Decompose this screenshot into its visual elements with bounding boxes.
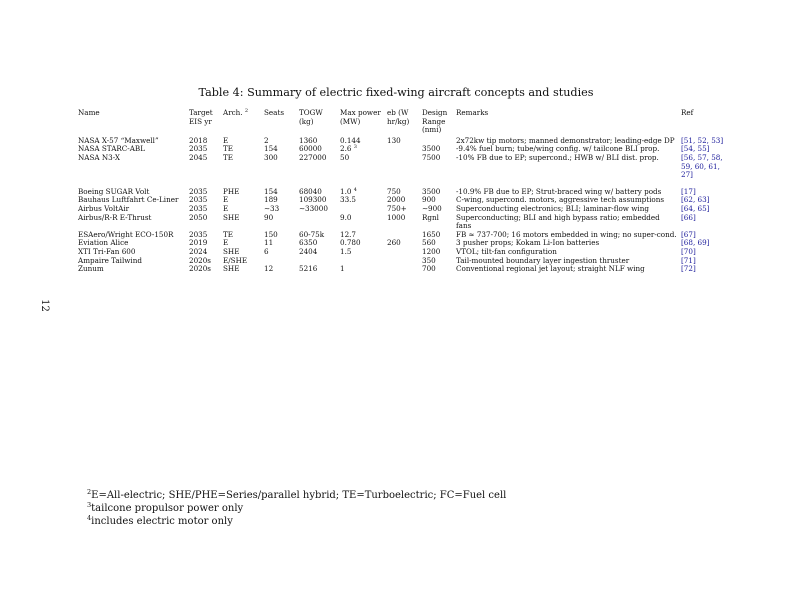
footnote-mark: 3 <box>87 501 92 509</box>
col-header-seats: Seats <box>264 108 285 117</box>
cell-seats: 12 <box>264 264 274 274</box>
cell-togw: 5216 <box>299 264 318 274</box>
cell-eb <box>385 154 420 180</box>
cell-eb: 2000 <box>387 195 406 205</box>
cell-arch: SHE <box>223 212 240 222</box>
cell-arch: TE <box>223 229 234 239</box>
cell-seats: ∼33 <box>264 203 280 213</box>
col-header-arch-footnote-mark: 2 <box>244 108 249 114</box>
cell-eis: 2035 <box>189 229 208 239</box>
cell-seats: 6 <box>264 246 269 256</box>
cell-seats: 2 <box>264 135 269 145</box>
cell-togw: 68040 <box>299 186 322 196</box>
power-footnote-mark: 3 <box>353 144 357 151</box>
cell-power-value: 50 <box>340 152 350 162</box>
footnote-text: includes electric motor only <box>91 516 233 527</box>
footnote-mark: 2 <box>87 488 92 496</box>
cell-eb: 750+ <box>387 203 407 213</box>
cell-eb: 260 <box>387 238 401 248</box>
cell-range: 1650 <box>422 229 441 239</box>
cell-seats: 90 <box>264 212 274 222</box>
cell-power-value: 9.0 <box>340 212 352 222</box>
cell-togw <box>297 214 338 231</box>
cell-seats: 189 <box>264 195 278 205</box>
cell-remarks: Conventional regional jet layout; straight NLF wing <box>456 264 645 274</box>
cell-togw: 6350 <box>299 238 318 248</box>
cell-togw: 60000 <box>299 144 322 154</box>
citation-link[interactable]: [71] <box>681 255 696 265</box>
cell-remarks: -10.9% FB due to EP; Strut-braced wing w/ battery pods <box>456 186 662 196</box>
cell-range: 900 <box>422 195 436 205</box>
cell-power-value: 33.5 <box>340 195 357 205</box>
cell-name: Boeing SUGAR Volt <box>78 186 150 196</box>
cell-name: Zunum <box>78 264 104 274</box>
cell-remarks: 2x72kw tip motors; manned demonstrator; leading-edge DP <box>456 135 675 145</box>
cell-range: 560 <box>422 238 436 248</box>
col-header-ref: Ref <box>681 108 694 117</box>
cell-power <box>338 214 385 231</box>
cell-power <box>338 196 385 205</box>
citation-link[interactable]: [54, 55] <box>681 144 710 154</box>
cell-eb: 1000 <box>387 212 406 222</box>
cell-name: Bauhaus Luftfahrt Ce-Liner <box>78 195 179 205</box>
cell-name: ESAero/Wright ECO-150R <box>78 229 174 239</box>
cell-seats: 11 <box>264 238 274 248</box>
cell-remarks: Superconducting; BLI and high bypass ratio; embedded fans <box>456 212 660 231</box>
citation-link[interactable]: [68, 69] <box>681 238 710 248</box>
cell-power-value: 12.7 <box>340 229 357 239</box>
col-header-eb: eb (W hr/kg) <box>387 108 410 126</box>
cell-seats: 300 <box>264 152 278 162</box>
cell-eis: 2045 <box>189 152 208 162</box>
footnote <box>87 502 506 515</box>
cell-eis: 2020s <box>189 264 211 274</box>
cell-arch: TE <box>223 144 234 154</box>
cell-name: Airbus VoltAir <box>78 203 130 213</box>
cell-power <box>338 257 385 266</box>
col-header-arch-label: Arch. <box>223 108 243 117</box>
cell-power <box>338 265 385 274</box>
cell-range: Rgnl <box>422 212 439 222</box>
citation-link[interactable]: [17] <box>681 186 696 196</box>
cell-seats: 150 <box>264 229 278 239</box>
cell-remarks: VTOL; tilt-fan configuration <box>456 246 557 256</box>
cell-name: NASA N3-X <box>78 152 121 162</box>
col-header-range: Design Range (nmi) <box>422 108 448 135</box>
cell-power-value: 1.5 <box>340 246 352 256</box>
table-row <box>76 214 726 231</box>
citation-link[interactable]: [51, 52, 53] <box>681 135 724 145</box>
cell-name: Ampaire Tailwind <box>78 255 142 265</box>
cell-name: Airbus/R-R E-Thrust <box>78 212 152 222</box>
col-header-arch <box>221 109 262 137</box>
page-number: 12 <box>38 299 50 312</box>
cell-range: 7500 <box>422 152 441 162</box>
cell-seats: 154 <box>264 144 278 154</box>
cell-arch: E <box>223 135 229 145</box>
citation-link[interactable]: [66] <box>681 212 696 222</box>
cell-remarks: Tail-mounted boundary layer ingestion thruster <box>456 255 630 265</box>
table-row <box>76 180 726 197</box>
cell-power-value: 0.780 <box>340 238 361 248</box>
table-row <box>76 265 726 274</box>
cell-eb <box>385 145 420 154</box>
cell-eis: 2035 <box>189 203 208 213</box>
cell-power <box>338 248 385 257</box>
table-header-row <box>76 109 726 137</box>
cell-arch: E/SHE <box>223 255 248 265</box>
footnotes <box>87 489 506 528</box>
cell-name: Eviation Alice <box>78 238 129 248</box>
cell-power-value: 1.0 <box>340 186 352 196</box>
citation-link[interactable]: [64, 65] <box>681 203 710 213</box>
citation-link[interactable]: [62, 63] <box>681 195 710 205</box>
cell-togw: 109300 <box>299 195 327 205</box>
cell-arch: TE <box>223 152 234 162</box>
cell-togw: 60-75k <box>299 229 325 239</box>
cell-remarks: -10% FB due to EP; supercond.; HWB w/ BLI dist. prop. <box>456 152 659 162</box>
footnote <box>87 515 506 528</box>
cell-name: NASA STARC-ABL <box>78 144 145 154</box>
cell-arch: SHE <box>223 264 240 274</box>
cell-eis: 2024 <box>189 246 208 256</box>
cell-power-value: 0.144 <box>340 135 361 145</box>
table-row <box>76 231 726 240</box>
footnote-mark: 4 <box>87 514 92 522</box>
cell-remarks: C-wing, supercond. motors, aggressive tech assumptions <box>456 195 665 205</box>
col-header-eis: Target EIS yr <box>189 108 213 126</box>
cell-range: 3500 <box>422 186 441 196</box>
cell-arch: E <box>223 238 229 248</box>
cell-power <box>338 180 385 197</box>
aircraft-concepts-table <box>76 109 726 274</box>
cell-eis: 2018 <box>189 135 208 145</box>
cell-eb: 750 <box>387 186 401 196</box>
cell-name: XTI Tri-Fan 600 <box>78 246 136 256</box>
cell-arch: E <box>223 195 229 205</box>
table-row <box>76 154 726 180</box>
cell-arch: PHE <box>223 186 240 196</box>
cell-eb <box>385 265 420 274</box>
cell-remarks: FB ≈ 737-700; 16 motors embedded in wing; no super-cond. <box>456 229 677 239</box>
footnote-text: E=All-electric; SHE/PHE=Series/parallel hybrid; TE=Turboelectric; FC=Fuel cell <box>91 490 507 501</box>
cell-remarks: -9.4% fuel burn; tube/wing config. w/ tailcone BLI prop. <box>456 144 660 154</box>
cell-togw: 227000 <box>299 152 327 162</box>
cell-eb <box>385 257 420 266</box>
power-footnote-mark: 4 <box>353 186 357 193</box>
cell-power-value: 1 <box>340 264 345 274</box>
cell-range: ∼900 <box>422 203 442 213</box>
table-row <box>76 239 726 248</box>
citation-link[interactable]: [56, 57, 58, 59, 60, 61, 27] <box>681 152 723 180</box>
col-header-power: Max power (MW) <box>340 108 381 126</box>
cell-eis: 2035 <box>189 144 208 154</box>
cell-range: 350 <box>422 255 436 265</box>
col-header-remarks: Remarks <box>456 108 489 117</box>
citation-link[interactable]: [70] <box>681 246 696 256</box>
cell-arch: SHE <box>223 246 240 256</box>
table-caption: Table 4: Summary of electric fixed-wing aircraft concepts and studies <box>198 86 594 99</box>
cell-eis: 2020s <box>189 255 211 265</box>
table-body <box>76 137 726 274</box>
cell-range: 3500 <box>422 144 441 154</box>
cell-range: 700 <box>422 264 436 274</box>
col-header-name: Name <box>78 108 100 117</box>
cell-power <box>338 154 385 180</box>
footnote <box>87 489 506 502</box>
col-header-togw: TOGW (kg) <box>299 108 323 126</box>
cell-eis: 2035 <box>189 186 208 196</box>
cell-togw: 1360 <box>299 135 318 145</box>
cell-range: 1200 <box>422 246 441 256</box>
cell-togw: 2404 <box>299 246 318 256</box>
citation-link[interactable]: [72] <box>681 264 696 274</box>
citation-link[interactable]: [67] <box>681 229 696 239</box>
cell-eb: 130 <box>387 135 401 145</box>
cell-eis: 2035 <box>189 195 208 205</box>
cell-remarks: Superconducting electronics; BLI; laminar-flow wing <box>456 203 649 213</box>
cell-arch: E <box>223 203 229 213</box>
cell-eis: 2050 <box>189 212 208 222</box>
cell-power-value: 2.6 <box>340 144 352 154</box>
cell-togw: ∼33000 <box>299 203 328 213</box>
cell-seats: 154 <box>264 186 278 196</box>
cell-eis: 2019 <box>189 238 208 248</box>
cell-remarks: 3 pusher props; Kokam Li-Ion batteries <box>456 238 600 248</box>
cell-name: NASA X-57 “Maxwell” <box>78 135 159 145</box>
footnote-text: tailcone propulsor power only <box>91 503 244 514</box>
cell-eb <box>385 248 420 257</box>
